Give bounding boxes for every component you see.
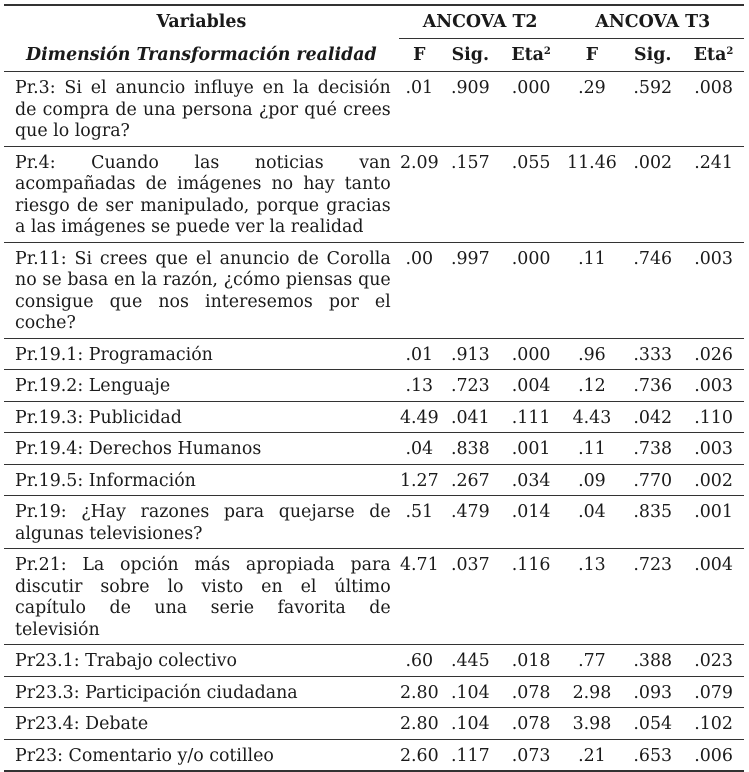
header-row-groups xyxy=(4,5,744,39)
f-t2-cell: .60 xyxy=(405,651,434,671)
sig-t2-cell: .157 xyxy=(450,152,490,173)
dimension-header: Dimensión Transformación realidad xyxy=(4,39,399,72)
sig-t3-cell: .042 xyxy=(633,407,673,428)
table-row xyxy=(4,496,744,549)
variable-label: Pr.19.2: Lenguaje xyxy=(15,376,171,396)
sig-t3-cell: .770 xyxy=(633,470,673,491)
f-t3-cell: .12 xyxy=(578,376,606,396)
sig-t2-cell: .997 xyxy=(450,248,490,269)
eta-t3-cell: .003 xyxy=(694,439,733,459)
f-t3-cell: 3.98 xyxy=(572,714,612,734)
table-body xyxy=(4,72,744,772)
table-row xyxy=(4,242,744,338)
f-t3-cell: .13 xyxy=(578,555,606,575)
ancova-results-table xyxy=(4,4,744,772)
eta-t3-cell: .102 xyxy=(694,714,733,734)
table-row xyxy=(4,433,744,465)
f-t3-cell: .29 xyxy=(578,78,606,98)
f-t2-cell: 4.49 xyxy=(399,407,439,428)
sig-t2-header: Sig. xyxy=(440,39,501,72)
f-t2-cell: .00 xyxy=(405,248,434,269)
variable-label: Pr.19.4: Derechos Humanos xyxy=(15,439,262,459)
f-t3-cell: 11.46 xyxy=(567,152,617,173)
f-t2-cell: 2.09 xyxy=(399,152,439,173)
sig-t3-cell: .835 xyxy=(633,502,673,522)
sig-t3-cell: .653 xyxy=(633,745,673,766)
variable-label: Pr.19.3: Publicidad xyxy=(15,407,182,428)
sig-t3-header: Sig. xyxy=(622,39,683,72)
f-t2-cell: 1.27 xyxy=(399,470,439,491)
f-t2-cell: .13 xyxy=(405,376,434,396)
sig-t3-cell: .746 xyxy=(633,248,673,269)
sig-t3-cell: .054 xyxy=(633,714,673,734)
eta-t2-cell: .000 xyxy=(511,78,551,98)
f-t2-cell: .01 xyxy=(405,344,434,365)
f-t2-cell: 2.80 xyxy=(399,714,439,734)
sig-t3-cell: .723 xyxy=(633,555,673,575)
table-row xyxy=(4,708,744,740)
eta-t2-cell: .004 xyxy=(511,376,551,396)
eta-t2-cell: .116 xyxy=(511,555,551,575)
eta-t3-cell: .110 xyxy=(694,407,733,428)
table-row xyxy=(4,645,744,677)
f-t3-header: F xyxy=(562,39,623,72)
f-t3-cell: .96 xyxy=(578,344,606,365)
eta-t2-header: Eta$^2$ xyxy=(501,39,562,72)
f-t3-cell: .04 xyxy=(578,502,606,522)
eta-t3-cell: .026 xyxy=(694,344,733,365)
eta-t2-cell: .001 xyxy=(511,439,551,459)
table-row xyxy=(4,549,744,645)
table-row xyxy=(4,464,744,496)
eta-t2-cell: .111 xyxy=(511,407,551,428)
variable-label: Pr23.4: Debate xyxy=(15,714,149,734)
sig-t3-cell: .002 xyxy=(633,152,673,173)
eta-t3-cell: .079 xyxy=(694,682,733,703)
sig-t2-cell: .041 xyxy=(450,407,490,428)
variable-label: Pr.21: La opción más apropiada para discutir sobre lo visto en el último capítulo de una serie favorita de televisión xyxy=(15,555,391,640)
f-t3-cell: .11 xyxy=(578,439,606,459)
eta-t3-cell: .241 xyxy=(694,152,733,173)
f-t3-cell: 2.98 xyxy=(572,682,612,703)
sig-t2-cell: .117 xyxy=(450,745,490,766)
sig-t2-cell: .104 xyxy=(450,682,490,703)
f-t2-cell: 4.71 xyxy=(399,555,439,575)
sig-t2-cell: .104 xyxy=(450,714,490,734)
ancova-t2-header: ANCOVA T2 xyxy=(399,5,562,39)
table-row xyxy=(4,338,744,370)
eta-t3-cell: .003 xyxy=(694,248,733,269)
table-row xyxy=(4,739,744,771)
variable-label: Pr.11: Si crees que el anuncio de Corolla no se basa en la razón, ¿cómo piensas que consigue que nos interesemos por el coche? xyxy=(15,248,391,333)
eta-t2-cell: .073 xyxy=(511,745,551,766)
table-row xyxy=(4,676,744,708)
sig-t3-cell: .736 xyxy=(633,376,673,396)
table-row xyxy=(4,146,744,242)
eta-t3-cell: .008 xyxy=(694,78,733,98)
eta-t3-cell: .002 xyxy=(694,470,733,491)
variable-label: Pr23.3: Participación ciudadana xyxy=(15,682,298,703)
table-row xyxy=(4,72,744,147)
f-t3-cell: .21 xyxy=(578,745,606,766)
eta-t3-header: Eta$^2$ xyxy=(683,39,744,72)
sig-t2-cell: .913 xyxy=(450,344,490,365)
variable-label: Pr.4: Cuando las noticias van acompañadas de imágenes no hay tanto riesgo de ser manipulado, porque gracias a las imágenes se puede ver la realidad xyxy=(15,152,391,237)
variables-header: Variables xyxy=(156,12,247,33)
sig-t2-cell: .267 xyxy=(450,470,490,491)
f-t3-cell: .11 xyxy=(578,248,606,269)
f-t3-cell: .09 xyxy=(578,470,606,491)
eta-t3-cell: .003 xyxy=(694,376,733,396)
sig-t3-cell: .738 xyxy=(633,439,673,459)
f-t3-cell: .77 xyxy=(578,651,606,671)
sig-t2-cell: .838 xyxy=(450,439,490,459)
f-t2-cell: .01 xyxy=(405,78,434,98)
f-t2-cell: 2.60 xyxy=(399,745,439,766)
eta-t2-cell: .018 xyxy=(511,651,551,671)
eta-t2-cell: .078 xyxy=(511,682,551,703)
eta-t2-cell: .034 xyxy=(511,470,551,491)
sig-t2-cell: .445 xyxy=(450,651,490,671)
header-row-columns xyxy=(4,39,744,72)
f-t2-cell: 2.80 xyxy=(399,682,439,703)
eta-t3-cell: .001 xyxy=(694,502,733,522)
f-t3-cell: 4.43 xyxy=(572,407,612,428)
sig-t2-cell: .909 xyxy=(450,78,490,98)
sig-t3-cell: .592 xyxy=(633,78,673,98)
table-row xyxy=(4,370,744,402)
sig-t2-cell: .037 xyxy=(450,555,490,575)
table-row xyxy=(4,401,744,433)
sig-t3-cell: .388 xyxy=(633,651,673,671)
variable-label: Pr.19.5: Información xyxy=(15,470,196,491)
variable-label: Pr.19: ¿Hay razones para quejarse de algunas televisiones? xyxy=(15,502,391,544)
f-t2-cell: .04 xyxy=(405,439,434,459)
variable-label: Pr23.1: Trabajo colectivo xyxy=(15,651,237,671)
eta-t3-cell: .006 xyxy=(694,745,733,766)
sig-t3-cell: .093 xyxy=(633,682,673,703)
variable-label: Pr.19.1: Programación xyxy=(15,344,213,365)
eta-t2-cell: .014 xyxy=(511,502,551,522)
sig-t2-cell: .479 xyxy=(450,502,490,522)
eta-t3-cell: .023 xyxy=(694,651,733,671)
variable-label: Pr23: Comentario y/o cotilleo xyxy=(15,745,274,766)
sig-t2-cell: .723 xyxy=(450,376,490,396)
sig-t3-cell: .333 xyxy=(633,344,673,365)
eta-t2-cell: .078 xyxy=(511,714,551,734)
f-t2-header: F xyxy=(399,39,440,72)
variable-label: Pr.3: Si el anuncio influye en la decisión de compra de una persona ¿por qué crees que lo logra? xyxy=(15,78,391,141)
f-t2-cell: .51 xyxy=(405,502,434,522)
eta-t2-cell: .000 xyxy=(511,248,551,269)
eta-t2-cell: .000 xyxy=(511,344,551,365)
eta-t2-cell: .055 xyxy=(511,152,551,173)
eta-t3-cell: .004 xyxy=(694,555,733,575)
ancova-t3-header: ANCOVA T3 xyxy=(562,5,744,39)
